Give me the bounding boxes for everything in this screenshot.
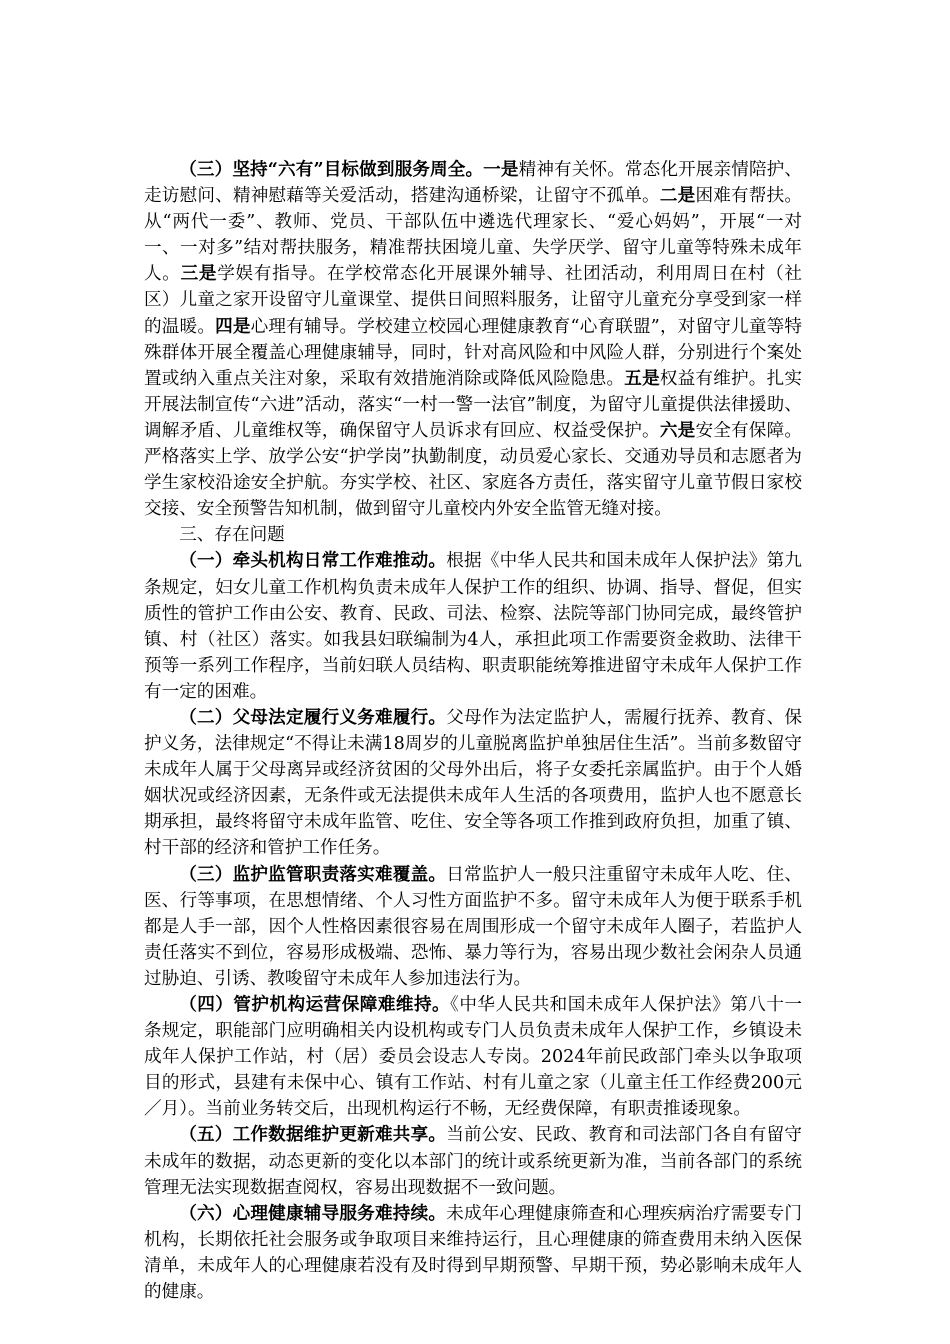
paragraph-problem-5	[144, 1122, 802, 1200]
section-heading-problems	[144, 522, 802, 548]
run-text: 六是	[659, 419, 696, 441]
run-text: （二）父母法定履行义务难履行。	[179, 706, 447, 728]
run-text: （三）坚持“六有”目标做到服务周全。一是	[179, 159, 519, 180]
heading-text: 三、存在问题	[179, 525, 285, 546]
run-text: 根据《中华人民共和国未成年人保护法》第九条规定，妇女儿童工作机构负责未成年人保护工作的组织、协调、指导、督促，但实质性的管护工作由公安、教育、民政、司法、检察、法院等部门协同完成，最终管护镇、村（社区）落实。如我县妇联编制为4人，承担此项工作需要资金救助、法律干预等一系列工作程序，当前妇联人员结构、职责职能统筹推进留守未成年人保护工作有一定的困难。	[144, 551, 802, 702]
paragraph-problem-6	[144, 1201, 802, 1305]
run-text: 二是	[659, 185, 696, 207]
run-text: 当前公安、民政、教育和司法部门各自有留守未成年的数据，动态更新的变化以本部门的统计或系统更新为准，当前各部门的系统管理无法实现数据查阅权，容易出现数据不一致问题。	[144, 1125, 802, 1198]
run-text: 四是	[215, 315, 251, 337]
run-text: 权益有维护。扎实开展法制宣传“六进”活动，落实“一村一警一法官”制度，为留守儿童提供法律援助、调解矛盾、儿童维权等，确保留守人员诉求有回应、权益受保护。	[144, 368, 802, 441]
run-text: 三是	[180, 263, 218, 285]
run-text: 日常监护人一般只注重留守未成年人吃、住、医、行等事项，在思想情绪、个人习性方面监护不多。留守未成年人为便于联系手机都是人手一部，因个人性格因素很容易在周围形成一个留守未成年人圈子，若监护人责任落实不到位，容易形成极端、恐怖、暴力等行为，容易出现少数社会闲杂人员通过胁迫、引诱、教唆留守未成年人参加违法行为。	[144, 864, 802, 989]
run-text: 未成年心理健康筛查和心理疾病治疗需要专门机构，长期依托社会服务或争取项目来维持运行，且心理健康的筛查费用未纳入医保清单，未成年人的心理健康若没有及时得到早期预警、早期干预，势必影响未成年人的健康。	[144, 1203, 802, 1303]
run-text: 父母作为法定监护人，需履行抚养、教育、保护义务，法律规定“不得让未满18周岁的儿童脱离监护单独居住生活”。当前多数留守未成年人属于父母离异或经济贫困的父母外出后，将子女委托亲属监护。由于个人婚姻状况或经济因素，无条件或无法提供未成年人生活的各项费用，监护人也不愿意长期承担，最终将留守未成年监管、吃住、安全等各项工作推到政府负担，加重了镇、村干部的经济和管护工作任务。	[144, 707, 802, 859]
paragraph-problem-1	[144, 548, 802, 705]
run-text: （四）管护机构运营保障难维持。	[179, 994, 451, 1015]
paragraph-problem-4	[144, 992, 802, 1122]
run-text: （六）心理健康辅导服务难持续。	[179, 1202, 447, 1224]
run-text: 五是	[624, 367, 660, 389]
run-text: 心理有辅导。学校建立校园心理健康教育“心育联盟”，对留守儿童等特殊群体开展全覆盖心理健康辅导，同时，针对高风险和中风险人群，分别进行个案处置或纳入重点关注对象，采取有效措施消除或降低风险隐患。	[144, 316, 802, 389]
run-text: （五）工作数据维护更新难共享。	[179, 1124, 447, 1146]
run-text: 学娱有指导。在学校常态化开展课外辅导、社团活动，利用周日在村（社区）儿童之家开设留守儿童课堂、提供日间照料服务，让留守儿童充分享受到家一样的温暖。	[144, 264, 802, 337]
paragraph-six-goals	[144, 157, 802, 522]
run-text: 困难有帮扶。从“两代一委”、教师、党员、干部队伍中遴选代理家长、“爱心妈妈”，开展“一对一、一对多”结对帮扶服务，精准帮扶困境儿童、失学厌学、留守儿童等特殊未成年人。	[144, 186, 802, 285]
run-text: （一）牵头机构日常工作难推动。	[179, 550, 447, 572]
paragraph-problem-2	[144, 705, 802, 862]
run-text: 《中华人民共和国未成年人保护法》第八十一条规定，职能部门应明确相关内设机构或专门人员负责未成年人保护工作，乡镇设未成年人保护工作站，村（居）委员会设志人专岗。2024年前民政部门牵头以争取项目的形式，县建有未保中心、镇有工作站、村有儿童之家（儿童主任工作经费200元／月）。当前业务转交后，出现机构运行不畅，无经费保障，有职责推诿现象。	[144, 995, 802, 1120]
document-page	[144, 157, 802, 1305]
paragraph-problem-3	[144, 862, 802, 992]
run-text: （三）监护监管职责落实难覆盖。	[179, 863, 447, 885]
run-text: 安全有保障。严格落实上学、放学公安“护学岗”执勤制度，动员爱心家长、交通劝导员和志愿者为学生家校沿途安全护航。夯实学校、社区、家庭各方责任，落实留守儿童节假日家校交接、安全预警告知机制，做到留守儿童校内外安全监管无缝对接。	[144, 420, 802, 520]
run-text: 精神有关怀。常态化开展亲情陪护、走访慰问、精神慰藉等关爱活动，搭建沟通桥梁，让留守不孤单。	[144, 160, 802, 207]
